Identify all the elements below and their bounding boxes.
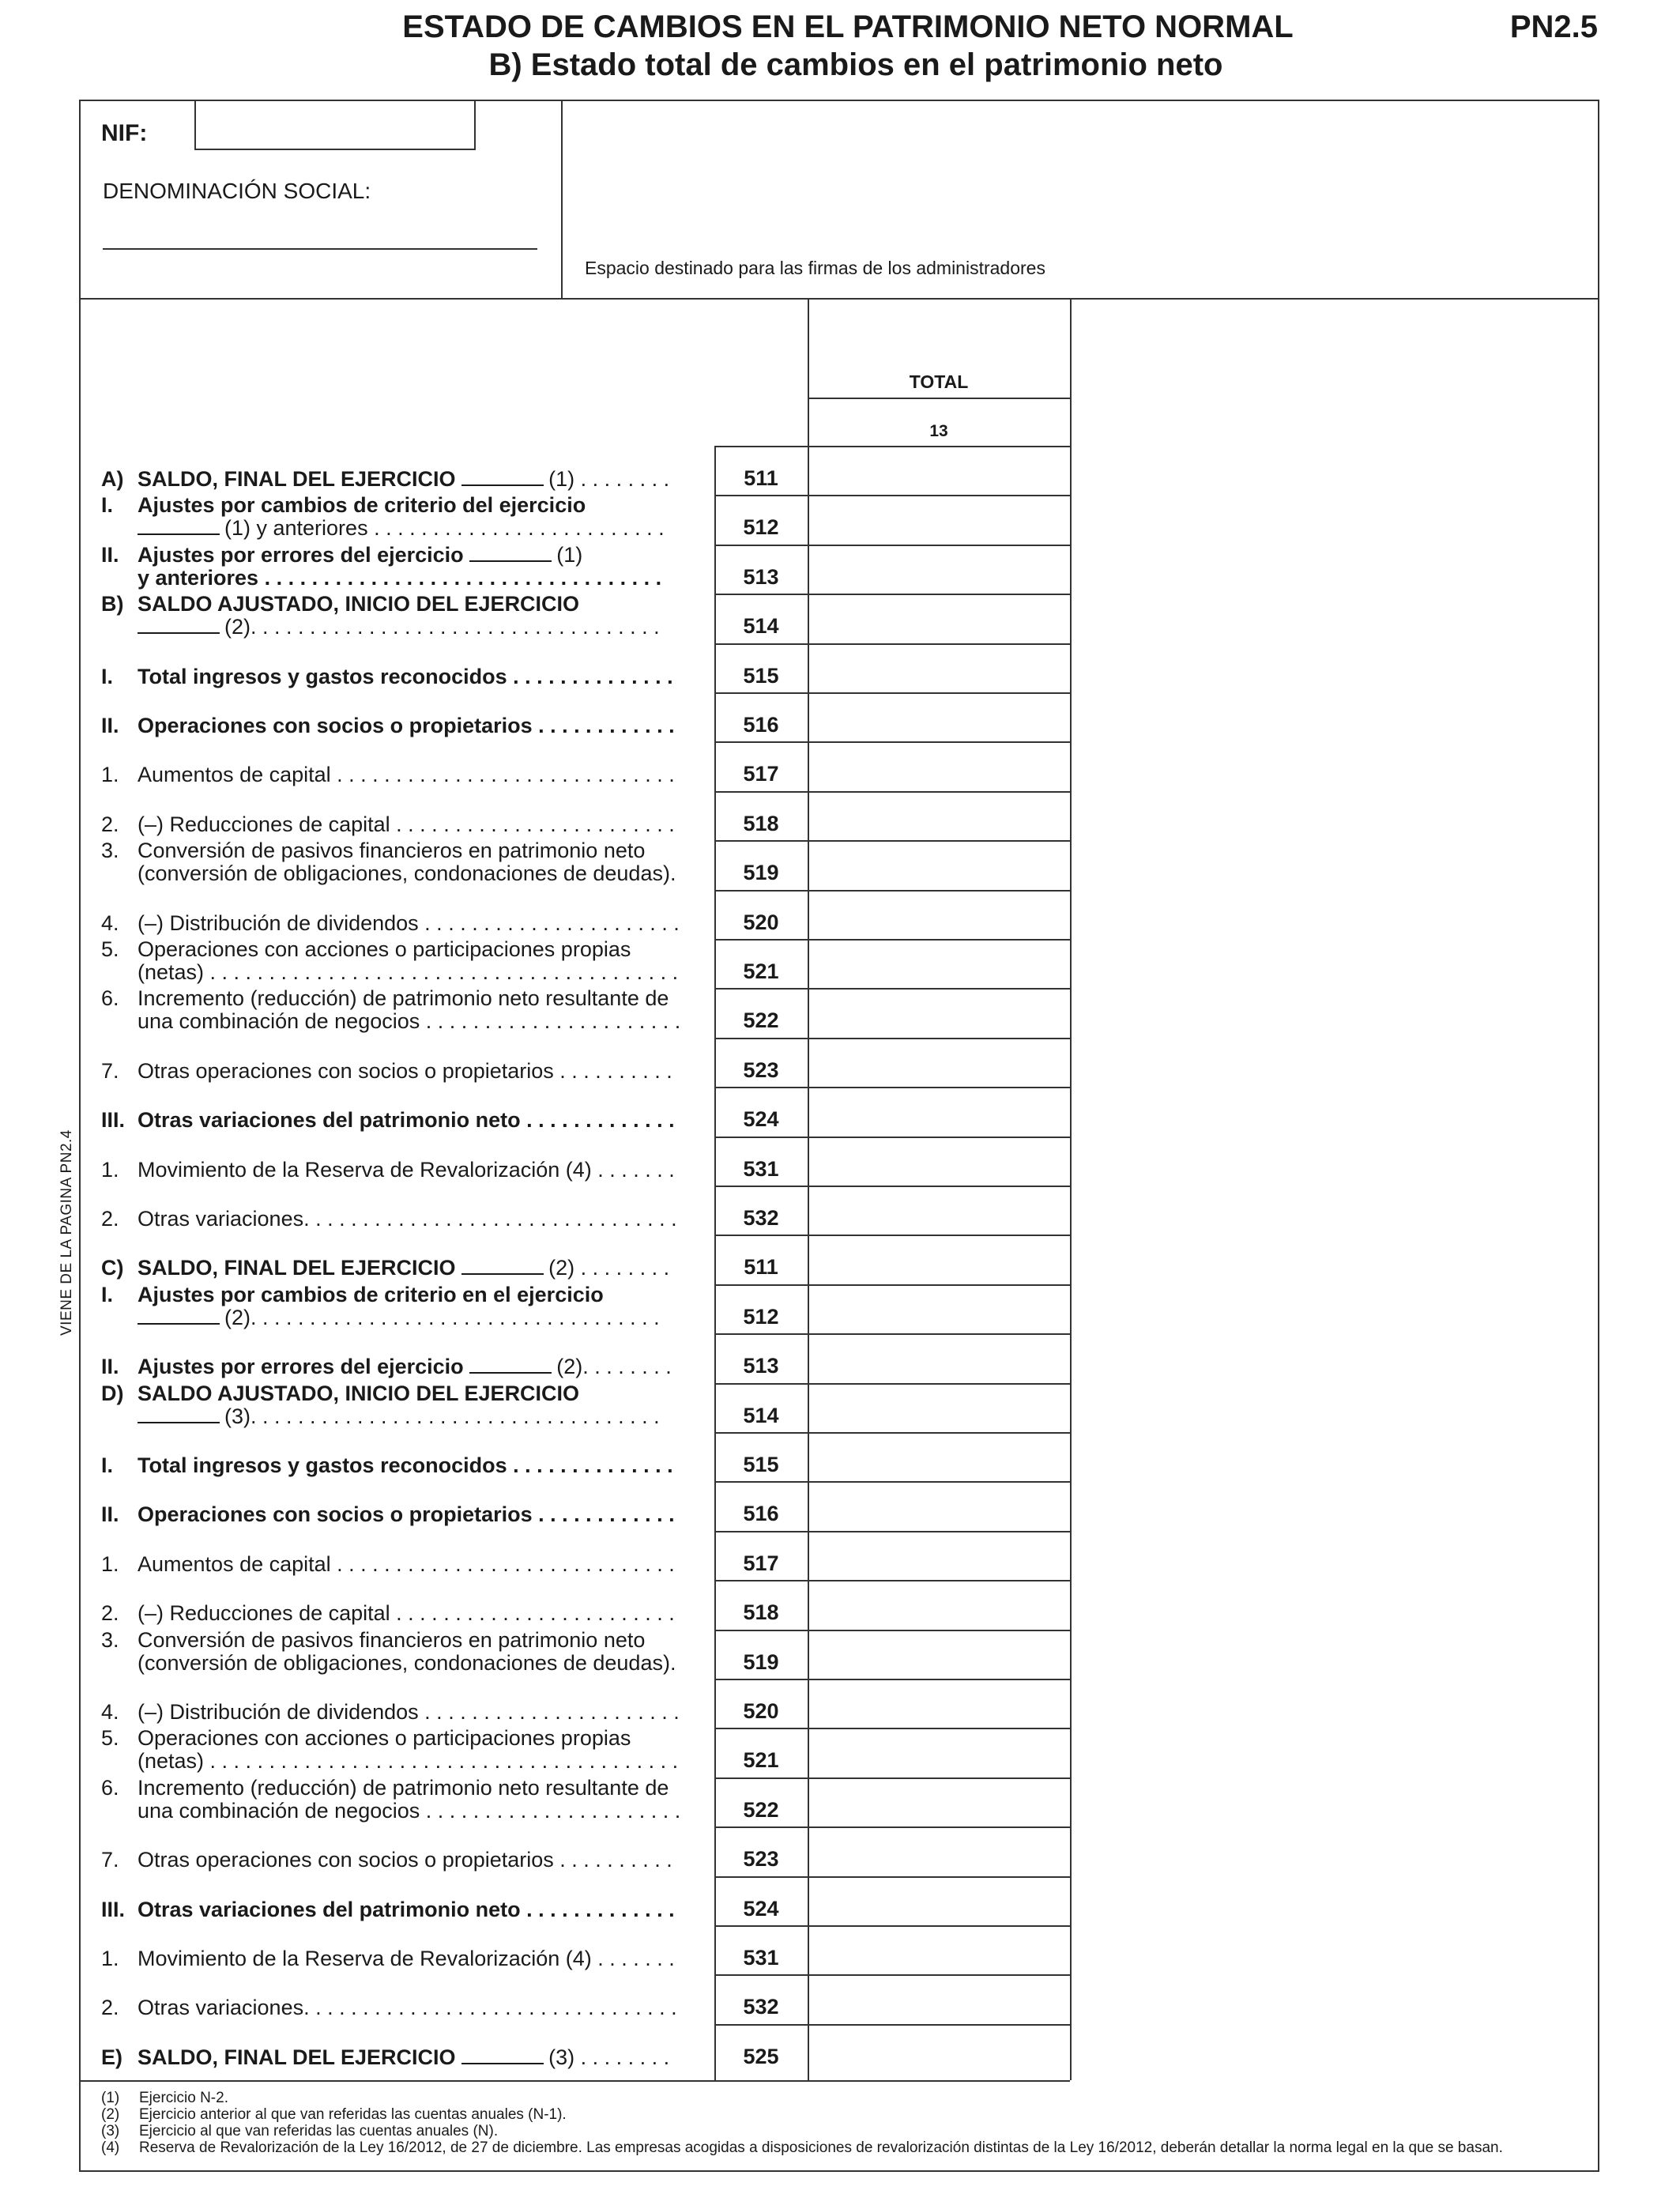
- row-prefix: 6.: [101, 1775, 119, 1800]
- side-note: VIENE DE LA PAGINA PN2.4: [58, 1129, 75, 1336]
- row-rule: [714, 1186, 1070, 1187]
- year-blank[interactable]: [469, 545, 552, 562]
- denominacion-label: DENOMINACIÓN SOCIAL:: [103, 179, 371, 203]
- year-blank[interactable]: [137, 1406, 220, 1423]
- row-text: Operaciones con socios o propietarios . . . . . . . . . . . .: [137, 714, 675, 737]
- row-rule: [714, 495, 1070, 496]
- year-blank[interactable]: [137, 1307, 220, 1325]
- row-code: 512: [743, 515, 779, 540]
- form-row: [79, 1482, 1070, 1531]
- row-note-ref: (1): [556, 543, 583, 567]
- footnote-text: Ejercicio al que van referidas las cuentas anuales (N).: [139, 2123, 499, 2139]
- total-value-cell[interactable]: [808, 496, 1070, 545]
- nif-label: NIF:: [101, 120, 148, 146]
- total-value-cell[interactable]: [808, 1877, 1070, 1926]
- total-column-number: 13: [929, 422, 948, 440]
- form-row: [79, 1581, 1070, 1630]
- row-label: [101, 494, 773, 540]
- row-label: [101, 1454, 773, 1477]
- form-row: [79, 1877, 1070, 1926]
- total-value-cell[interactable]: [808, 742, 1070, 791]
- row-prefix: 1.: [101, 763, 119, 787]
- total-value-cell[interactable]: [808, 1630, 1070, 1679]
- row-text: Aumentos de capital . . . . . . . . . . . . . . . . . . . . . . . . . . . . .: [137, 763, 675, 787]
- total-value-cell[interactable]: [808, 1827, 1070, 1876]
- year-blank[interactable]: [137, 616, 220, 634]
- row-code: 518: [743, 1600, 779, 1625]
- row-label: [101, 1257, 773, 1280]
- footnote: [101, 2106, 1503, 2123]
- row-code: 511: [744, 1255, 778, 1280]
- row-rule: [714, 692, 1070, 694]
- row-text: Otras operaciones con socios o propietarios . . . . . . . . . .: [137, 1059, 672, 1083]
- year-blank[interactable]: [137, 518, 220, 535]
- total-value-cell[interactable]: [808, 1285, 1070, 1334]
- form-row: [79, 1282, 1070, 1334]
- row-label: [101, 1727, 773, 1773]
- row-text: (–) Reducciones de capital . . . . . . . . . . . . . . . . . . . . . . . .: [137, 1602, 675, 1626]
- form-row: [79, 1926, 1070, 1975]
- row-label: [101, 1355, 773, 1378]
- row-text: Operaciones con socios o propietarios . . . . . . . . . . . .: [137, 1503, 675, 1527]
- row-code: 532: [743, 1995, 779, 2019]
- total-column-header: TOTAL: [909, 371, 969, 392]
- footnote-text: Reserva de Revalorización de la Ley 16/2012, de 27 de diciembre. Las empresas acogidas a disposiciones de revalorización distintas de la Ley 16/2012, deberán detallar la norma legal en la que se basan.: [139, 2139, 1503, 2156]
- header-divider: [561, 100, 563, 299]
- row-code: 516: [743, 713, 779, 737]
- footnotes: [101, 2090, 1503, 2156]
- row-label: [101, 1849, 773, 1872]
- total-value-cell[interactable]: [808, 1235, 1070, 1284]
- row-code: 531: [743, 1946, 779, 1970]
- row-label: [101, 1382, 773, 1428]
- row-text: Operaciones con acciones o participaciones propias: [137, 938, 631, 961]
- row-text: SALDO, FINAL DEL EJERCICIO: [137, 2045, 456, 2069]
- footnote: [101, 2139, 1503, 2156]
- row-text: Movimiento de la Reserva de Revalorización (4) . . . . . . .: [137, 1158, 675, 1182]
- row-code: 520: [743, 910, 779, 934]
- row-rule: [714, 594, 1070, 595]
- row-label: [101, 1159, 773, 1182]
- row-text: Ajustes por errores del ejercicio: [137, 543, 464, 567]
- form-row: [79, 1039, 1070, 1088]
- row-code: 519: [743, 861, 779, 885]
- row-prefix: 2.: [101, 1996, 119, 2020]
- footnote-number: (3): [101, 2123, 120, 2139]
- row-text: SALDO, FINAL DEL EJERCICIO: [137, 468, 456, 491]
- row-prefix: 5.: [101, 937, 119, 961]
- row-rule: [714, 1925, 1070, 1927]
- row-text: Total ingresos y gastos reconocidos . . . . . . . . . . . . . .: [137, 1454, 673, 1477]
- form-row: [79, 1433, 1070, 1482]
- row-code: 516: [743, 1502, 779, 1526]
- row-text: Operaciones con acciones o participaciones propias: [137, 1727, 631, 1751]
- year-blank[interactable]: [461, 1257, 544, 1275]
- row-text: Ajustes por cambios de criterio del ejercicio: [137, 494, 586, 518]
- row-rule: [714, 1679, 1070, 1680]
- row-label: [101, 714, 773, 737]
- row-prefix: D): [101, 1381, 124, 1405]
- row-text: (–) Distribución de dividendos . . . . . . . . . . . . . . . . . . . . . .: [137, 1701, 680, 1724]
- row-rule: [714, 1333, 1070, 1335]
- row-code: 531: [743, 1156, 779, 1181]
- row-text-continued: (2). . . . . . . . . . . . . . . . . . . . . . . . . . . . . . . . . . .: [224, 616, 660, 639]
- row-prefix: II.: [101, 714, 119, 737]
- row-rule: [714, 545, 1070, 546]
- row-prefix: II.: [101, 1502, 119, 1527]
- row-label: [101, 2046, 773, 2069]
- row-text: Otras variaciones del patrimonio neto . . . . . . . . . . . . .: [137, 1109, 675, 1133]
- row-text: Movimiento de la Reserva de Revalorización (4) . . . . . . .: [137, 1947, 675, 1970]
- row-prefix: 3.: [101, 839, 119, 863]
- row-code: 514: [743, 1403, 779, 1427]
- row-text-continued: (1) y anteriores . . . . . . . . . . . . . . . . . . . . . . . . .: [224, 517, 665, 541]
- row-rule: [714, 1876, 1070, 1878]
- form-row: [79, 693, 1070, 742]
- total-value-cell[interactable]: [808, 1482, 1070, 1531]
- row-code: 524: [743, 1107, 779, 1132]
- form-row: [79, 1088, 1070, 1137]
- total-value-cell[interactable]: [808, 1186, 1070, 1235]
- footnote-text: Ejercicio N-2.: [139, 2090, 228, 2106]
- row-rule: [714, 643, 1070, 645]
- row-code: 523: [743, 1847, 779, 1872]
- row-text: (–) Reducciones de capital . . . . . . . . . . . . . . . . . . . . . . . .: [137, 812, 675, 836]
- row-prefix: 6.: [101, 986, 119, 1011]
- row-rule: [714, 1383, 1070, 1385]
- footnote: [101, 2090, 1503, 2106]
- row-label: [101, 1284, 773, 1329]
- row-code: 517: [743, 762, 779, 786]
- footnote-text: Ejercicio anterior al que van referidas las cuentas anuales (N-1).: [139, 2106, 567, 2123]
- row-text-continued: (3). . . . . . . . . . . . . . . . . . . . . . . . . . . . . . . . . . .: [224, 1404, 660, 1428]
- form-row: [79, 1627, 1070, 1679]
- total-value-cell[interactable]: [808, 447, 1070, 496]
- row-label: [101, 593, 773, 639]
- row-text: Otras variaciones. . . . . . . . . . . . . . . . . . . . . . . . . . . . . . . .: [137, 1996, 677, 2020]
- total-value-cell[interactable]: [808, 1088, 1070, 1137]
- row-label: [101, 544, 773, 590]
- row-code: 524: [743, 1896, 779, 1921]
- table-bottom-rule: [79, 2080, 1070, 2082]
- row-rule: [714, 1235, 1070, 1236]
- form-row: [79, 1679, 1070, 1728]
- row-text: (–) Distribución de dividendos . . . . . . . . . . . . . . . . . . . . . .: [137, 911, 680, 935]
- row-label: [101, 938, 773, 984]
- signature-area-label: Espacio destinado para las firmas de los administradores: [585, 258, 1045, 278]
- form-row: [79, 1827, 1070, 1876]
- row-text-continued: y anteriores . . . . . . . . . . . . . . . . . . . . . . . . . . . . . . . . . .: [137, 566, 662, 590]
- row-code: 513: [743, 564, 779, 589]
- total-value-cell[interactable]: [808, 1532, 1070, 1581]
- total-value-cell[interactable]: [808, 1581, 1070, 1630]
- total-value-cell[interactable]: [808, 1137, 1070, 1186]
- row-text: Conversión de pasivos financieros en patrimonio neto: [137, 839, 646, 863]
- total-value-cell[interactable]: [808, 693, 1070, 742]
- total-value-cell[interactable]: [808, 940, 1070, 989]
- row-prefix: C): [101, 1256, 124, 1280]
- row-prefix: 5.: [101, 1726, 119, 1751]
- row-code: 532: [743, 1206, 779, 1230]
- row-label: [101, 839, 773, 885]
- row-text: Ajustes por errores del ejercicio: [137, 1355, 464, 1379]
- row-text-continued: (netas) . . . . . . . . . . . . . . . . . . . . . . . . . . . . . . . . . . . . . . . .: [137, 1750, 679, 1774]
- form-row: [79, 937, 1070, 989]
- row-code: 515: [743, 1453, 779, 1476]
- year-blank[interactable]: [461, 2047, 544, 2064]
- row-text: Total ingresos y gastos reconocidos . . . . . . . . . . . . . .: [137, 665, 673, 688]
- row-rule: [714, 890, 1070, 892]
- row-label: [101, 1109, 773, 1132]
- row-label: [101, 1947, 773, 1970]
- row-text-continued: (conversión de obligaciones, condonaciones de deudas).: [137, 1651, 676, 1675]
- row-rule: [714, 1728, 1070, 1729]
- row-code: 525: [743, 2044, 779, 2068]
- row-text: Otras variaciones. . . . . . . . . . . . . . . . . . . . . . . . . . . . . . . .: [137, 1208, 677, 1231]
- denominacion-input[interactable]: [103, 248, 537, 250]
- row-text: Incremento (reducción) de patrimonio neto resultante de: [137, 1776, 669, 1800]
- row-label: [101, 468, 773, 491]
- row-label: [101, 1701, 773, 1724]
- row-prefix: 3.: [101, 1627, 119, 1652]
- row-prefix: I.: [101, 1453, 114, 1477]
- row-prefix: I.: [101, 664, 114, 688]
- row-rule: [714, 1580, 1070, 1581]
- row-label: [101, 987, 773, 1033]
- row-rule: [714, 2024, 1070, 2026]
- row-rule: [714, 1531, 1070, 1532]
- row-rule: [714, 840, 1070, 842]
- row-rule: [714, 988, 1070, 990]
- form-row: [79, 986, 1070, 1038]
- form-row: [79, 644, 1070, 693]
- total-value-cell[interactable]: [808, 989, 1070, 1038]
- row-rule: [714, 1777, 1070, 1779]
- total-value-cell[interactable]: [808, 891, 1070, 940]
- row-label: [101, 813, 773, 836]
- form-row: [79, 1381, 1070, 1433]
- row-note-ref: (3) . . . . . . . .: [548, 2045, 670, 2069]
- row-text-continued: (conversión de obligaciones, condonaciones de deudas).: [137, 862, 676, 886]
- row-rule: [714, 741, 1070, 743]
- form-row: [79, 891, 1070, 940]
- row-prefix: I.: [101, 493, 114, 518]
- row-code: 522: [743, 1008, 779, 1033]
- row-rule: [714, 446, 1070, 447]
- row-rule: [714, 1038, 1070, 1039]
- total-value-cell[interactable]: [808, 594, 1070, 643]
- row-code: 520: [743, 1699, 779, 1723]
- row-rule: [714, 1284, 1070, 1286]
- nif-input[interactable]: [194, 100, 476, 150]
- year-blank[interactable]: [469, 1356, 552, 1374]
- row-code: 518: [743, 811, 779, 835]
- row-code: 519: [743, 1649, 779, 1674]
- row-text-continued: (2). . . . . . . . . . . . . . . . . . . . . . . . . . . . . . . . . . .: [224, 1306, 660, 1329]
- total-header-rule: [808, 398, 1070, 399]
- row-code: 517: [743, 1551, 779, 1575]
- total-value-cell[interactable]: [808, 1679, 1070, 1728]
- row-rule: [714, 791, 1070, 793]
- row-prefix: I.: [101, 1282, 114, 1306]
- row-prefix: III.: [101, 1897, 126, 1921]
- footnote: [101, 2123, 1503, 2139]
- form-row: [79, 742, 1070, 791]
- form-row: [79, 1975, 1070, 2024]
- row-code: 521: [743, 1748, 779, 1773]
- row-prefix: III.: [101, 1108, 126, 1133]
- form-row: [79, 1532, 1070, 1581]
- total-value-cell[interactable]: [808, 644, 1070, 693]
- row-rule: [714, 1481, 1070, 1483]
- header-bottom-rule: [79, 298, 1599, 300]
- row-prefix: 1.: [101, 1157, 119, 1182]
- row-label: [101, 1602, 773, 1625]
- row-text: Otras variaciones del patrimonio neto . . . . . . . . . . . . .: [137, 1898, 675, 1921]
- row-prefix: 2.: [101, 812, 119, 836]
- form-code: PN2.5: [1509, 9, 1598, 44]
- row-prefix: E): [101, 2045, 122, 2069]
- row-label: [101, 1898, 773, 1921]
- form-row: [79, 1334, 1070, 1383]
- form-row: [79, 1186, 1070, 1235]
- row-prefix: 1.: [101, 1947, 119, 1970]
- row-prefix: A): [101, 467, 124, 491]
- total-value-cell[interactable]: [808, 1926, 1070, 1975]
- row-text-continued: una combinación de negocios . . . . . . . . . . . . . . . . . . . . . .: [137, 1799, 681, 1823]
- total-value-cell[interactable]: [808, 1334, 1070, 1383]
- row-text: Incremento (reducción) de patrimonio neto resultante de: [137, 987, 669, 1011]
- row-code: 521: [743, 959, 779, 983]
- footnote-number: (1): [101, 2090, 120, 2106]
- total-value-cell[interactable]: [808, 1039, 1070, 1088]
- form-row: [79, 841, 1070, 890]
- row-label: [101, 1777, 773, 1823]
- row-prefix: 1.: [101, 1551, 119, 1576]
- form-row: [79, 1728, 1070, 1777]
- row-prefix: II.: [101, 542, 119, 567]
- row-label: [101, 1996, 773, 2019]
- row-text-continued: una combinación de negocios . . . . . . . . . . . . . . . . . . . . . .: [137, 1010, 681, 1034]
- row-prefix: 4.: [101, 910, 119, 935]
- row-prefix: 7.: [101, 1058, 119, 1083]
- row-label: [101, 1208, 773, 1231]
- row-label: [101, 1060, 773, 1083]
- row-code: 514: [743, 614, 779, 639]
- row-note-ref: (1) . . . . . . . .: [548, 468, 670, 491]
- form-row: [79, 792, 1070, 841]
- row-label: [101, 665, 773, 688]
- form-row: [79, 2025, 1070, 2074]
- row-rule: [714, 1826, 1070, 1828]
- row-prefix: II.: [101, 1355, 119, 1379]
- form-row: [79, 1775, 1070, 1827]
- row-note-ref: (2) . . . . . . . .: [548, 1257, 670, 1280]
- form-row: [79, 1235, 1070, 1284]
- row-text: SALDO, FINAL DEL EJERCICIO: [137, 1257, 456, 1280]
- row-prefix: 2.: [101, 1207, 119, 1231]
- row-prefix: B): [101, 592, 124, 616]
- row-prefix: 4.: [101, 1700, 119, 1724]
- row-text: Ajustes por cambios de criterio en el ejercicio: [137, 1283, 604, 1306]
- row-rule: [714, 1974, 1070, 1976]
- total-value-cell[interactable]: [808, 1778, 1070, 1827]
- total-value-cell[interactable]: [808, 1975, 1070, 2024]
- footnote-number: (2): [101, 2106, 120, 2123]
- total-value-cell[interactable]: [808, 841, 1070, 890]
- row-label: [101, 763, 773, 786]
- form-row: [79, 493, 1070, 545]
- row-note-ref: (2). . . . . . . .: [556, 1355, 672, 1379]
- row-code: 511: [744, 466, 778, 490]
- table-col-divider-right: [1070, 298, 1072, 2080]
- row-code: 512: [743, 1304, 779, 1329]
- row-label: [101, 1503, 773, 1526]
- row-text: SALDO AJUSTADO, INICIO DEL EJERCICIO: [137, 593, 580, 616]
- row-label: [101, 1553, 773, 1576]
- form-row: [79, 1137, 1070, 1186]
- form-subtitle: B) Estado total de cambios en el patrimonio neto: [488, 47, 1223, 82]
- row-rule: [714, 939, 1070, 941]
- total-value-cell[interactable]: [808, 545, 1070, 594]
- year-blank[interactable]: [461, 469, 544, 486]
- row-text: SALDO AJUSTADO, INICIO DEL EJERCICIO: [137, 1382, 580, 1405]
- row-code: 513: [743, 1354, 779, 1378]
- footnote-number: (4): [101, 2139, 120, 2156]
- row-prefix: 2.: [101, 1601, 119, 1626]
- total-value-cell[interactable]: [808, 1433, 1070, 1482]
- form-row: [79, 542, 1070, 594]
- row-code: 522: [743, 1797, 779, 1822]
- row-text: Aumentos de capital . . . . . . . . . . . . . . . . . . . . . . . . . . . . .: [137, 1552, 675, 1576]
- row-rule: [714, 1087, 1070, 1088]
- row-text: Otras operaciones con socios o propietarios . . . . . . . . . .: [137, 1849, 672, 1872]
- row-rule: [714, 1137, 1070, 1138]
- row-label: [101, 1629, 773, 1675]
- total-value-cell[interactable]: [808, 1384, 1070, 1433]
- total-value-cell[interactable]: [808, 792, 1070, 841]
- row-code: 515: [743, 663, 779, 688]
- row-text: Conversión de pasivos financieros en patrimonio neto: [137, 1628, 646, 1652]
- total-value-cell[interactable]: [808, 2025, 1070, 2074]
- form-row: [79, 447, 1070, 496]
- row-text-continued: (netas) . . . . . . . . . . . . . . . . . . . . . . . . . . . . . . . . . . . . . . . .: [137, 961, 679, 984]
- total-value-cell[interactable]: [808, 1728, 1070, 1777]
- form-title: ESTADO DE CAMBIOS EN EL PATRIMONIO NETO NORMAL: [402, 9, 1294, 44]
- row-label: [101, 912, 773, 935]
- row-rule: [714, 1432, 1070, 1434]
- row-rule: [714, 1630, 1070, 1631]
- row-code: 523: [743, 1057, 779, 1082]
- form-row: [79, 594, 1070, 643]
- row-prefix: 7.: [101, 1848, 119, 1872]
